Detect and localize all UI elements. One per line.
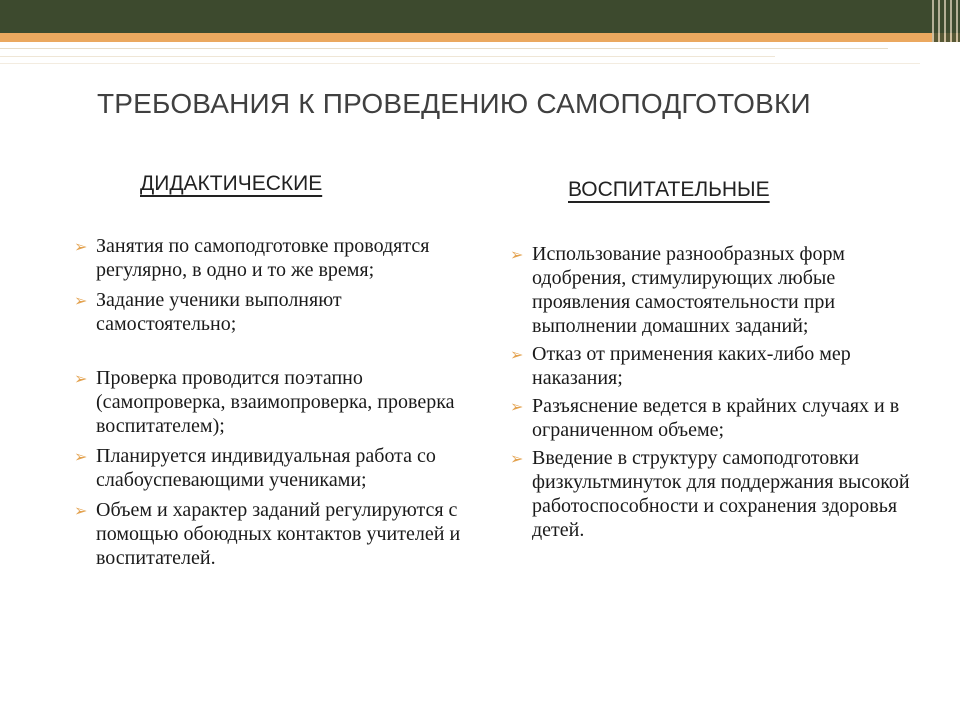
top-banner-bar: [0, 0, 960, 33]
arrow-bullet-icon: ➢: [74, 291, 88, 310]
list-item-text: Планируется индивидуальная работа со слабоуспевающими учениками;: [96, 445, 436, 491]
list-item: [510, 242, 915, 338]
list-item-text: Использование разнообразных форм одобрения, стимулирующих любые проявления самостоятельности при выполнении домашних заданий;: [532, 243, 845, 337]
list-item: [74, 366, 474, 438]
list-item-text: Объем и характер заданий регулируются с помощью обоюдных контактов учителей и воспитателей.: [96, 499, 461, 569]
list-item-text: Проверка проводится поэтапно (самопроверка, взаимопроверка, проверка воспитателем);: [96, 367, 455, 437]
list-item-text: Отказ от применения каких-либо мер наказания;: [532, 343, 851, 389]
arrow-bullet-icon: ➢: [74, 447, 88, 466]
list-item: [74, 444, 474, 492]
divider-line: [0, 48, 888, 49]
corner-stripes: [932, 0, 960, 42]
list-item-text: Задание ученики выполняют самостоятельно;: [96, 289, 342, 335]
arrow-bullet-icon: ➢: [510, 345, 524, 364]
arrow-bullet-icon: ➢: [74, 501, 88, 520]
heading-educational: ВОСПИТАТЕЛЬНЫЕ: [568, 178, 770, 201]
list-item: [510, 446, 915, 542]
list-item: [510, 342, 915, 390]
slide-title: ТРЕБОВАНИЯ К ПРОВЕДЕНИЮ САМОПОДГОТОВКИ: [97, 88, 811, 119]
divider-line: [0, 63, 920, 64]
list-item-text: Занятия по самоподготовке проводятся регулярно, в одно и то же время;: [96, 235, 430, 281]
heading-didactic: ДИДАКТИЧЕСКИЕ: [140, 172, 323, 195]
list-item: [510, 394, 915, 442]
educational-requirements-list: [510, 242, 915, 546]
list-item: [74, 288, 474, 336]
arrow-bullet-icon: ➢: [74, 369, 88, 388]
arrow-bullet-icon: ➢: [510, 397, 524, 416]
list-item: [74, 498, 474, 570]
list-item-text: Введение в структуру самоподготовки физкультминуток для поддержания высокой работоспособности и сохранения здоровья детей.: [532, 447, 910, 541]
arrow-bullet-icon: ➢: [74, 237, 88, 256]
arrow-bullet-icon: ➢: [510, 245, 524, 264]
arrow-bullet-icon: ➢: [510, 449, 524, 468]
didactic-requirements-list: [74, 234, 474, 576]
divider-line: [0, 56, 775, 57]
list-item: [74, 234, 474, 282]
list-item-text: Разъяснение ведется в крайних случаях и в ограниченном объеме;: [532, 395, 900, 441]
accent-bar: [0, 33, 960, 42]
